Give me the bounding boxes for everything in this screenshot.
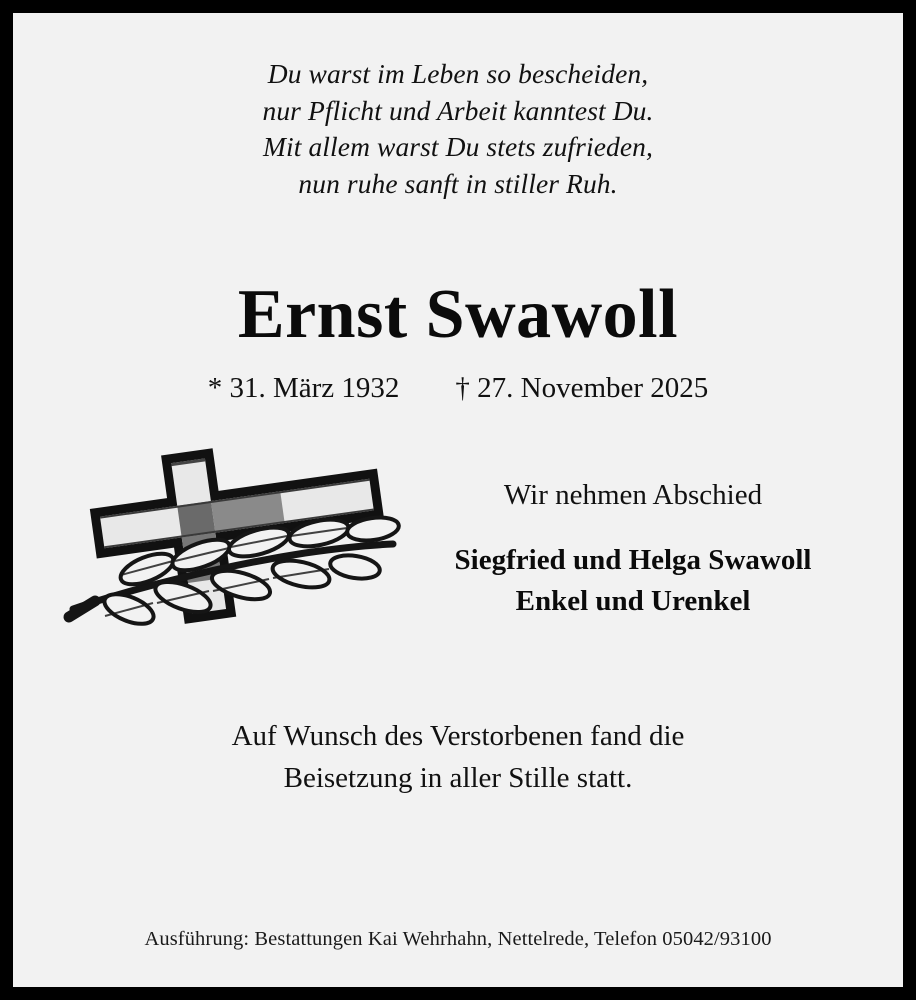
closing-note bbox=[13, 715, 903, 799]
poem-line-4: nun ruhe sanft in stiller Ruh. bbox=[298, 167, 618, 199]
death-date: † 27. November 2025 bbox=[455, 372, 709, 405]
farewell-relatives: Enkel und Urenkel bbox=[515, 585, 751, 618]
closing-line-1: Auf Wunsch des Verstorbenen fand die bbox=[231, 720, 685, 753]
poem-line-3: Mit allem warst Du stets zufrieden, bbox=[262, 131, 654, 163]
poem-line-1: Du warst im Leben so bescheiden, bbox=[267, 58, 649, 89]
closing-line-2: Beisetzung in aller Stille statt. bbox=[283, 762, 633, 795]
poem-block bbox=[13, 56, 903, 202]
farewell-family: Siegfried und Helga Swawoll bbox=[454, 544, 812, 577]
birth-date: * 31. März 1932 bbox=[207, 372, 400, 405]
obituary-card bbox=[13, 13, 903, 987]
cross-with-laurel-branch-icon bbox=[55, 441, 415, 631]
farewell-intro: Wir nehmen Abschied bbox=[503, 479, 763, 512]
deceased-name: Ernst Swawoll bbox=[237, 276, 679, 354]
farewell-block bbox=[373, 479, 893, 618]
funeral-home-credit: Ausführung: Bestattungen Kai Wehrhahn, Nettelrede, Telefon 05042/93100 bbox=[144, 928, 772, 950]
poem-line-2: nur Pflicht und Arbeit kanntest Du. bbox=[262, 94, 654, 126]
emblem-and-farewell bbox=[13, 441, 903, 651]
life-dates bbox=[13, 372, 903, 405]
